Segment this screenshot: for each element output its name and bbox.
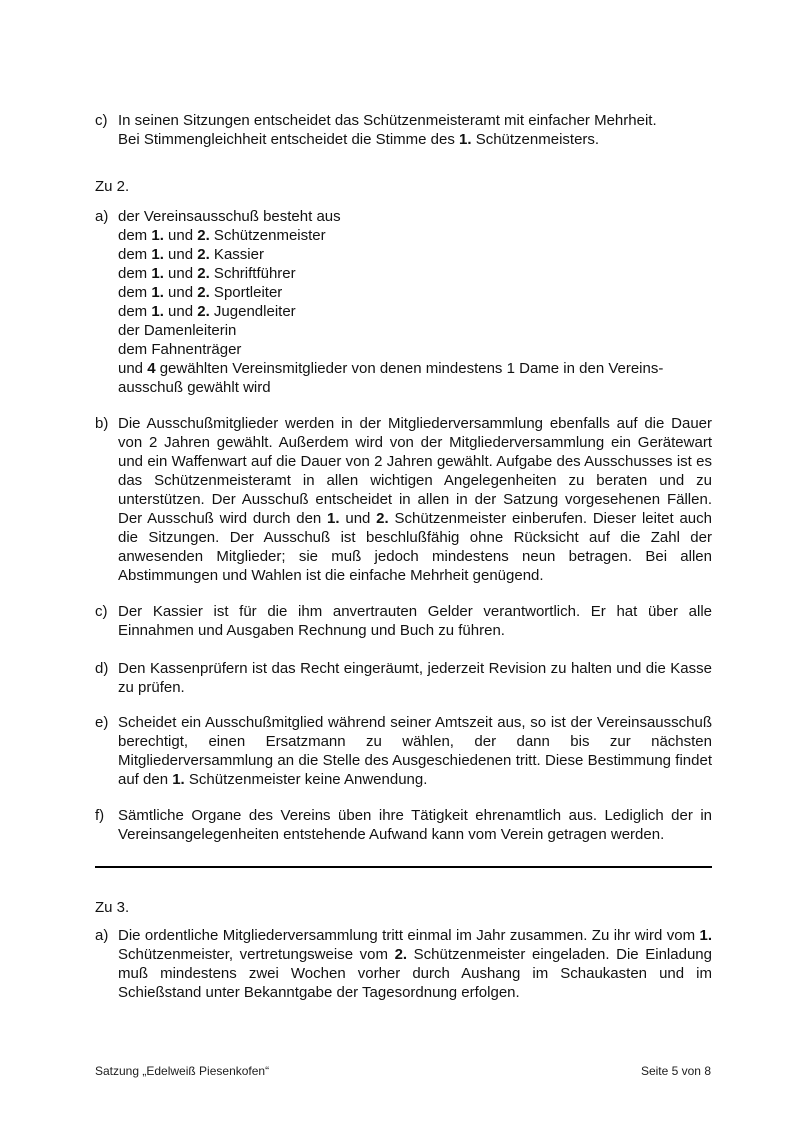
bold-text: 2. [376,510,389,527]
bold-text: 2. [197,303,210,320]
item-text [118,806,712,844]
item-marker: d) [95,660,109,677]
text: und [163,284,198,301]
paragraph-item-a2 [95,207,712,397]
bold-text: 1. [172,771,185,788]
text: der Damenleiterin [118,322,237,339]
bold-text: 1. [699,927,712,944]
text-line [118,283,712,302]
text: dem Fahnenträger [118,341,242,358]
text: Schützenmeister eingeladen. Die Einladung muß mindestens zwei Wochen vorher durch Aushang im Schaukasten und im Schießstand unter Bekanntgabe der Tagesordnung erfolgen. [118,946,712,1001]
item-text [118,602,712,640]
text: Schützenmeister [209,227,326,244]
text-line [118,245,712,264]
bold-text: 2. [394,946,408,963]
item-text [118,659,712,697]
item-marker: b) [95,415,109,432]
text: In seinen Sitzungen entscheidet das Schützenmeisteramt mit einfacher Mehrheit. [118,112,657,129]
text: Kassier [209,246,264,263]
text: Scheidet ein Ausschußmitglied während seiner Amtszeit aus, so ist der Vereinsausschuß berechtigt, einen Ersatzmann zu wählen, der dann bis zur nächsten Mitgliederversammlung an die Stelle des Ausgeschiedenen tritt. Diese Bestimmung findet auf den [118,714,712,788]
text: Bei Stimmengleichheit entscheidet die Stimme des [118,131,460,148]
text: und [163,303,198,320]
text-line [118,226,712,245]
item-marker: a) [95,927,109,944]
text: dem [118,227,152,244]
bold-text: 2. [197,227,210,244]
text-line [118,207,712,226]
text: und [163,265,198,282]
paragraph-item-c1 [95,111,712,149]
bold-text: 1. [151,284,164,301]
text: dem [118,246,152,263]
text: dem [118,303,152,320]
bold-text: 4 [147,360,156,377]
text: und [118,360,148,377]
item-text [118,111,712,149]
text-line [118,378,712,397]
text-line [118,264,712,283]
section-heading-zu2: Zu 2. [95,178,130,195]
item-text [118,207,712,397]
text-line [118,111,712,130]
bold-text: 1. [151,227,164,244]
paragraph-item-e2 [95,713,712,789]
text: Jugendleiter [209,303,296,320]
paragraph-item-f2 [95,806,712,844]
text: ausschuß gewählt wird [118,379,271,396]
text: Schützenmeister einberufen. Dieser leitet auch die Sitzungen. Der Ausschuß ist beschlußfähig ohne Rücksicht auf die Zahl der anwesenden Mitglieder; sie muß jedoch mindestens neun betragen. Bei allen Abstimmungen und Wahlen ist die einfache Mehrheit genügend. [118,510,712,584]
text: gewählten Vereinsmitglieder von denen mindestens 1 Dame in den Vereins- [155,360,664,377]
text-line [118,340,712,359]
text-line [118,321,712,340]
text-line [118,359,712,378]
text: dem [118,265,152,282]
text: Schützenmeisters. [471,131,600,148]
bold-text: 1. [151,265,164,282]
text-line [118,302,712,321]
text: Sämtliche Organe des Vereins üben ihre Tätigkeit ehrenamtlich aus. Lediglich der in Vereinsangelegenheiten entstehende Aufwand kann vom Verein getragen werden. [118,807,712,843]
text: dem [118,284,152,301]
bold-text: 2. [197,246,210,263]
text: und [163,246,198,263]
item-marker: c) [95,603,108,620]
item-marker: c) [95,112,108,129]
footer-page-number: Seite 5 von 8 [640,1064,711,1078]
footer-document-title: Satzung „Edelweiß Piesenkofen“ [95,1064,270,1078]
text: Schützenmeister, vertretungsweise vom [118,946,395,963]
text: Sportleiter [209,284,283,301]
paragraph-item-d2 [95,659,712,697]
text: Der Kassier ist für die ihm anvertrauten Gelder verantwortlich. Er hat über alle Einnahmen und Ausgaben Rechnung und Buch zu führen. [118,603,712,639]
paragraph-item-c2 [95,602,712,640]
text: und [163,227,198,244]
item-marker: f) [95,807,105,824]
paragraph-item-a3 [95,926,712,1002]
document-content [95,111,712,1002]
text: Schriftführer [209,265,296,282]
bold-text: 1. [327,510,340,527]
text: Schützenmeister keine Anwendung. [184,771,428,788]
bold-text: 1. [459,131,472,148]
item-text [118,926,712,1002]
item-text [118,414,712,585]
paragraph-item-b2 [95,414,712,585]
text: und [339,510,377,527]
bold-text: 1. [151,303,164,320]
item-marker: e) [95,714,109,731]
section-heading-zu3: Zu 3. [95,899,130,916]
bold-text: 2. [197,284,210,301]
text: Die Ausschußmitglieder werden in der Mitgliederversammlung ebenfalls auf die Dauer von 2 Jahren gewählt. Außerdem wird von der Mitgliederversammlung ein Gerätewart und ein Waffenwart auf die Dauer von 2 Jahren gewählt. Aufgabe des Ausschusses ist es das Schützenmeisteramt in allen wichtigen Angelegenheiten zu beraten und zu unterstützen. Der Ausschuß entscheidet in allen in der Satzung vorgesehenen Fällen. Der Ausschuß wird durch den [118,415,712,527]
text: der Vereinsausschuß besteht aus [118,208,341,225]
text-line [118,130,712,149]
footer [95,1064,711,1079]
separator-line [95,866,712,868]
item-text [118,713,712,789]
text: Die ordentliche Mitgliederversammlung tritt einmal im Jahr zusammen. Zu ihr wird vom [118,927,700,944]
item-marker: a) [95,208,109,225]
bold-text: 1. [151,246,164,263]
bold-text: 2. [197,265,210,282]
text: Den Kassenprüfern ist das Recht eingeräumt, jederzeit Revision zu halten und die Kasse zu prüfen. [118,660,712,696]
